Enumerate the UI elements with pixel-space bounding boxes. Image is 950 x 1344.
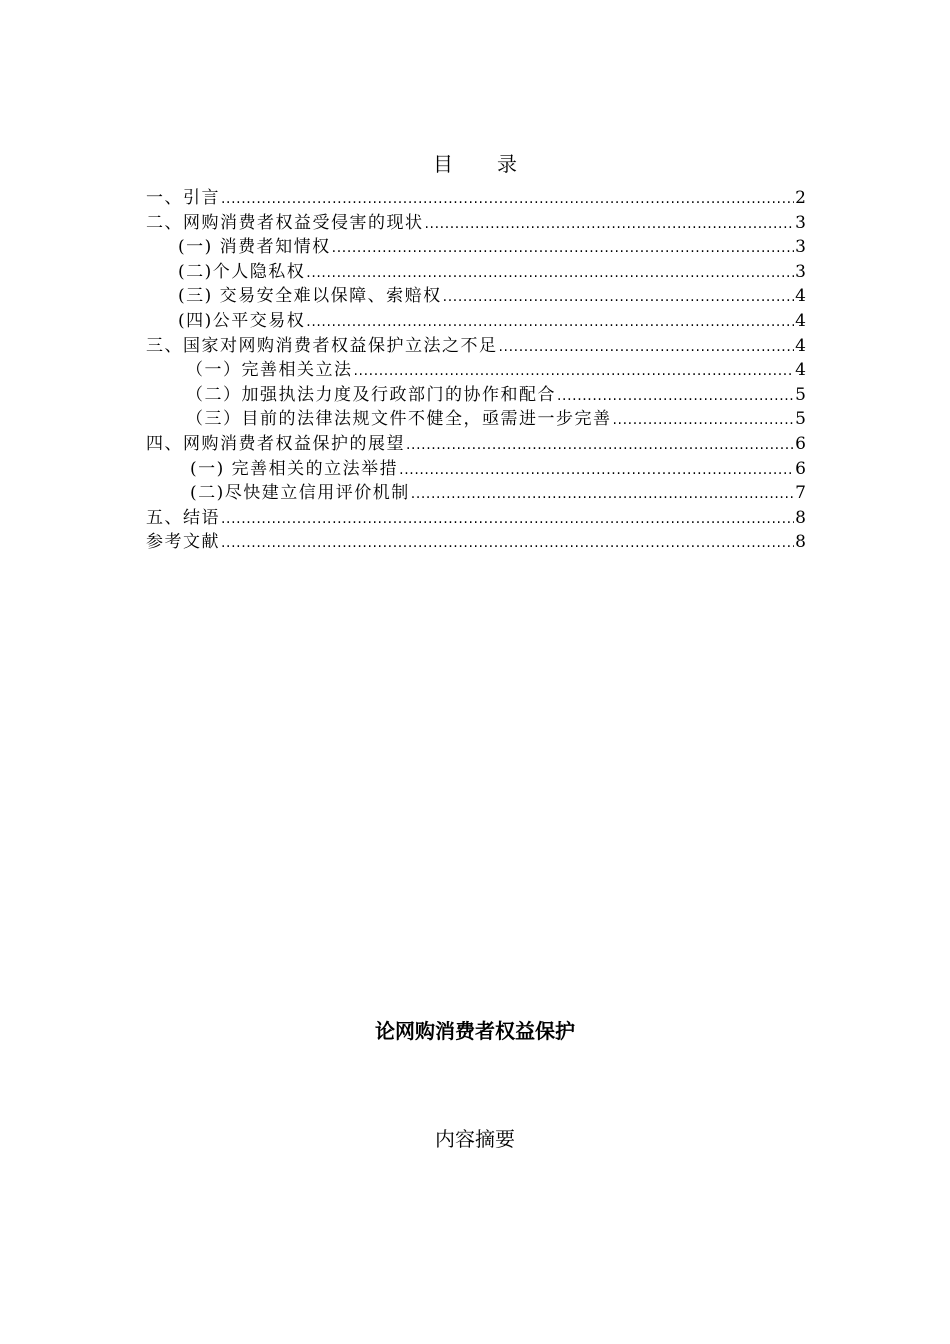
toc-entry-text: （二）加强执法力度及行政部门的协作和配合 — [186, 384, 556, 405]
toc-leader-dots — [354, 359, 795, 384]
toc-entry-text: （一）完善相关立法 — [186, 360, 353, 381]
toc-title — [0, 150, 950, 178]
toc-entry[interactable] — [146, 309, 806, 334]
toc-leader-dots — [306, 310, 794, 335]
toc-title-left: 目 — [433, 152, 453, 176]
toc-entry-page: 6 — [795, 458, 806, 479]
toc-entry-text: 一、引言 — [146, 188, 220, 208]
toc-entry[interactable] — [146, 407, 806, 432]
toc-entry-text: 四、网购消费者权益保护的展望 — [146, 433, 405, 454]
toc-leader-dots — [406, 433, 794, 458]
toc-entry-page: 4 — [795, 310, 806, 331]
toc-entry-page: 2 — [795, 188, 806, 208]
toc-entry-page: 3 — [795, 237, 806, 258]
toc-entry-page: 4 — [795, 360, 806, 381]
toc-entry[interactable] — [146, 481, 806, 506]
toc-leader-dots — [499, 335, 795, 360]
toc-entry[interactable] — [146, 358, 806, 383]
toc-leader-dots — [557, 384, 794, 409]
toc-entry[interactable] — [146, 457, 806, 482]
toc-entry[interactable] — [146, 260, 806, 285]
toc-entry-page: 3 — [795, 261, 806, 282]
toc-entry-text: 五、结语 — [146, 507, 220, 528]
toc-leader-dots — [221, 187, 794, 212]
toc-entry-page: 7 — [795, 483, 806, 504]
toc-entry[interactable] — [146, 383, 806, 408]
toc-entry-text: （三）目前的法律法规文件不健全，亟需进一步完善 — [186, 409, 612, 430]
toc-entry-text: 二、网购消费者权益受侵害的现状 — [146, 212, 424, 233]
toc-entry-page: 6 — [795, 433, 806, 454]
toc-entry[interactable] — [146, 186, 806, 211]
toc-leader-dots — [221, 531, 794, 556]
toc-entry-page: 4 — [795, 286, 806, 307]
toc-entry-page: 3 — [795, 212, 806, 233]
toc-leader-dots — [221, 507, 794, 532]
toc-leader-dots — [399, 458, 794, 483]
toc-entry-text: (二)个人隐私权 — [178, 261, 306, 282]
toc-entry-text: 三、国家对网购消费者权益保护立法之不足 — [146, 335, 498, 356]
toc-entry[interactable] — [146, 432, 806, 457]
toc-entry-page: 8 — [795, 507, 806, 528]
table-of-contents — [146, 186, 806, 555]
toc-leader-dots — [411, 482, 794, 507]
toc-leader-dots — [306, 261, 794, 286]
toc-entry[interactable] — [146, 334, 806, 359]
toc-entry-page: 5 — [795, 409, 806, 430]
toc-entry-text: (一) 完善相关的立法举措 — [190, 458, 399, 479]
toc-entry[interactable] — [146, 235, 806, 260]
toc-entry[interactable] — [146, 506, 806, 531]
toc-entry-text: (一) 消费者知情权 — [178, 237, 331, 258]
toc-entry-text: (二)尽快建立信用评价机制 — [190, 483, 410, 504]
toc-leader-dots — [332, 236, 795, 261]
toc-leader-dots — [613, 408, 795, 433]
toc-entry[interactable] — [146, 211, 806, 236]
toc-entry-page: 8 — [795, 532, 806, 553]
toc-entry-page: 5 — [795, 384, 806, 405]
toc-entry-text: (三) 交易安全难以保障、索赔权 — [178, 286, 442, 307]
paper-title: 论网购消费者权益保护 — [375, 1019, 575, 1043]
toc-entry[interactable] — [146, 284, 806, 309]
toc-entry[interactable] — [146, 530, 806, 555]
toc-leader-dots — [443, 285, 795, 310]
toc-title-right: 录 — [497, 152, 517, 176]
toc-entry-text: (四)公平交易权 — [178, 310, 306, 331]
toc-leader-dots — [425, 212, 795, 237]
toc-entry-page: 4 — [795, 335, 806, 356]
toc-entry-text: 参考文献 — [146, 532, 220, 553]
abstract-heading: 内容摘要 — [435, 1127, 515, 1151]
